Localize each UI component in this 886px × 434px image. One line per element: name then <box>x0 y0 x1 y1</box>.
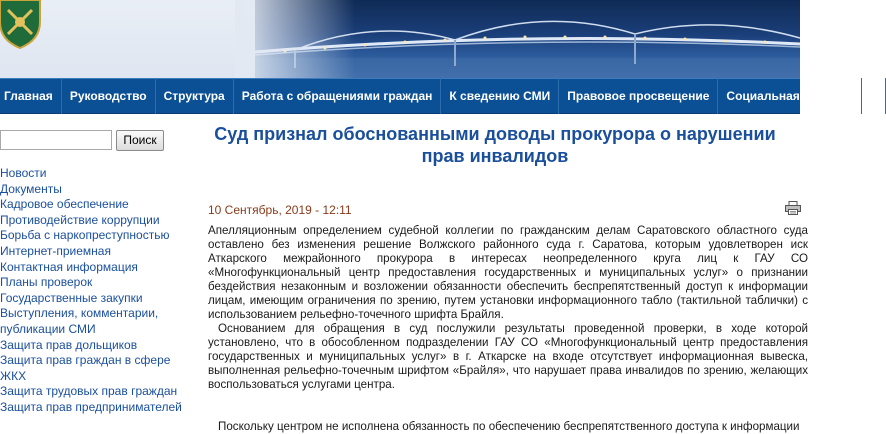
sidebar-item-anticorruption[interactable]: Противодействие коррупции <box>0 212 160 227</box>
sidebar-item-procurement[interactable]: Государственные закупки <box>0 290 143 305</box>
sidebar-item-news[interactable]: Новости <box>0 166 47 180</box>
sidebar-item-drugs[interactable]: Борьба с наркопреступностью <box>0 228 170 243</box>
article-title: Суд признал обоснованными доводы прокурора о нарушении прав инвалидов <box>214 124 776 166</box>
nav-item-media[interactable]: К сведению СМИ <box>441 78 559 114</box>
sidebar <box>0 114 190 414</box>
search-input[interactable] <box>0 130 112 150</box>
nav-item-citizen-appeals[interactable]: Работа с обращениями граждан <box>234 78 442 114</box>
article <box>198 114 808 433</box>
nav-item-home[interactable]: Главная <box>0 78 62 114</box>
sidebar-item-shareholders[interactable]: Защита прав дольщиков <box>0 337 138 352</box>
article-paragraph: Апелляционным определением судебной коллегии по гражданским делам Саратовского областного суда оставлено без изменения решение Волжского районного суда г. Саратова, которым удовлетворен иск Аткарского межрайонного прокурора в интересах неопределенного круга лиц к ГАУ СО «Многофункциональный центр предоставления государственных и муниципальных услуг» о признании бездействия незаконным и возложении обязанности обеспечить беспрепятственный доступ к информации лицам, имеющим ограничения по зрению, путем установки информационного табло (тактильной таблички) с использованием рельефно-точечного шрифта Брайля. <box>208 224 808 321</box>
prosecutor-emblem-icon[interactable] <box>0 0 45 48</box>
printer-icon[interactable] <box>785 201 801 215</box>
sidebar-item-documents[interactable]: Документы <box>0 181 62 196</box>
sidebar-item-labor-rights[interactable]: Защита трудовых прав граждан <box>0 384 178 399</box>
article-date: 10 Сентябрь, 2019 - 12:11 <box>208 203 352 217</box>
main-nav <box>0 78 878 114</box>
sidebar-item-hr[interactable]: Кадровое обеспечение <box>0 197 129 212</box>
nav-item-legal-education[interactable]: Правовое просвещение <box>559 78 718 114</box>
nav-item-social-ads[interactable]: Социальная реклама <box>718 78 862 114</box>
sidebar-item-entrepreneurs[interactable]: Защита прав предпринимателей <box>0 399 182 414</box>
header-fade <box>235 0 355 78</box>
nav-item-more[interactable]: К <box>862 78 886 114</box>
article-paragraph: Основанием для обращения в суд послужили результаты проведенной проверки, в ходе которой установлено, что в обособленном подразделении ГАУ СО «Многофункциональный центр предоставления государственных и муниципальных услуг» в г. Аткарске на входе отсутствует информационная вывеска, выполненная рельефно-точечным шрифтом «Брайля», что нарушает права инвалидов по зрению, желающих воспользоваться услугами центра. <box>208 322 808 391</box>
nav-item-structure[interactable]: Структура <box>156 78 234 114</box>
sidebar-item-internet-reception[interactable]: Интернет-приемная <box>0 243 111 258</box>
search-button[interactable]: Поиск <box>116 130 164 151</box>
sidebar-menu <box>0 166 190 416</box>
sidebar-item-inspection-plans[interactable]: Планы проверок <box>0 275 93 290</box>
nav-item-leadership[interactable]: Руководство <box>62 78 156 114</box>
article-paragraph: Поскольку центром не исполнена обязанность по обеспечению беспрепятственного доступа к информации <box>218 420 800 433</box>
sidebar-item-contacts[interactable]: Контактная информация <box>0 259 138 274</box>
sidebar-item-housing[interactable]: Защита прав граждан в сфере ЖКХ <box>0 353 171 383</box>
sidebar-item-media-publications[interactable]: Выступления, комментарии, публикации СМИ <box>0 306 159 336</box>
header-banner <box>0 0 800 78</box>
